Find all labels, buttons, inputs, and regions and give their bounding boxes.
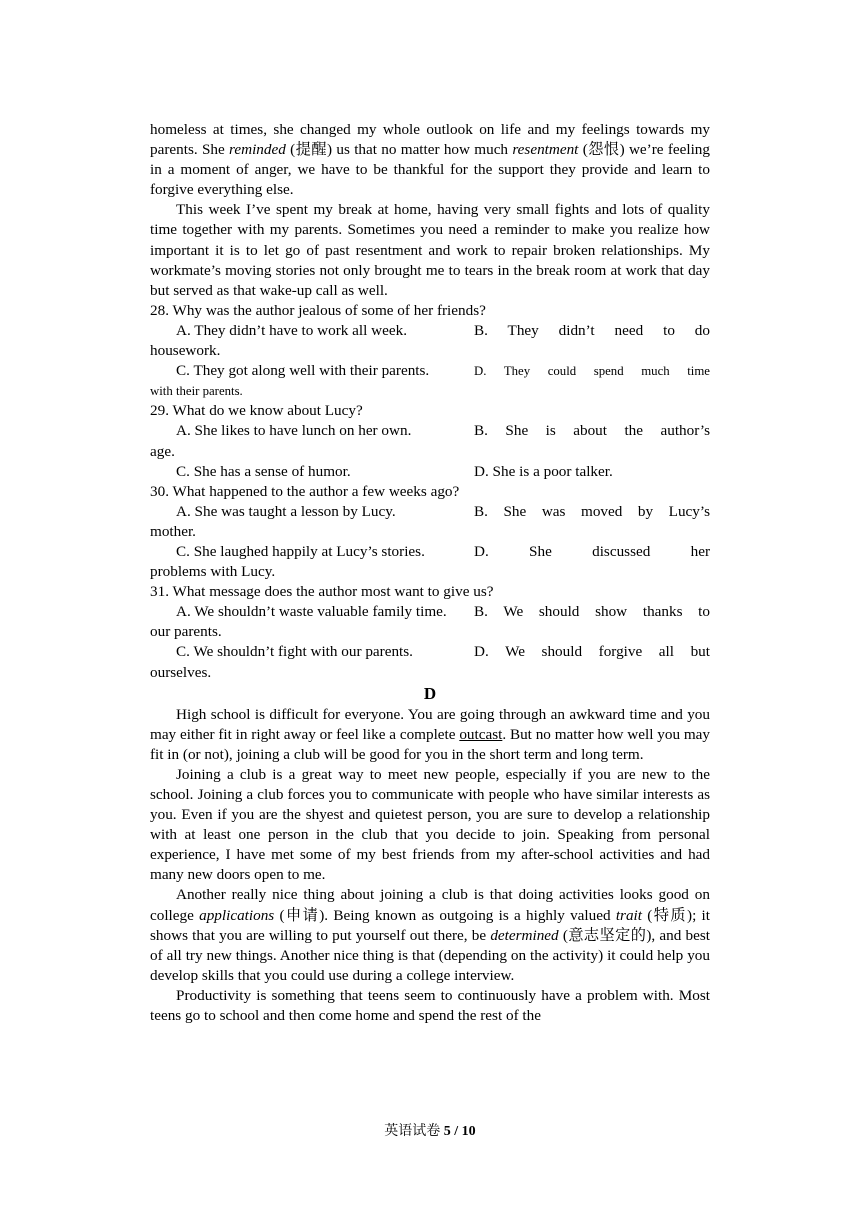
option-left: A. She was taught a lesson by Lucy. [176, 502, 396, 520]
option-continuation: problems with Lucy. [150, 563, 276, 581]
section-d-heading: D [423, 683, 437, 703]
option-right: D. We should forgive all but [474, 643, 710, 661]
option-left: C. She laughed happily at Lucy’s stories. [176, 542, 425, 560]
option-continuation: our parents. [150, 623, 222, 641]
italic-term: determined [490, 926, 559, 944]
italic-term: applications [199, 906, 275, 924]
option-right: B. She was moved by Lucy’s [474, 502, 710, 520]
option-right: B. We should show thanks to [474, 603, 710, 621]
question-list [150, 301, 710, 683]
text-segment: Another really nice thing about joining a club is that doing activities looks good on college [150, 886, 710, 924]
section-d-para-4: Productivity is something that teens seem to continuously have a problem with. Most teens go to school and then come home and spend the rest of the [150, 986, 710, 1025]
text-segment: (怨恨) we’re feeling in a moment of anger, we have to be thankful for the support they provide and learn to forgive everything else. [150, 141, 710, 199]
document-page [150, 120, 710, 1026]
question-stem: 31. What message does the author most want to give us? [150, 583, 494, 601]
option-left: C. She has a sense of humor. [176, 462, 351, 480]
passage-c-para-2: This week I’ve spent my break at home, having very small fights and lots of quality time together with my parents. Sometimes you need a reminder to make you realize how important it is to let go of past resentment and work to repair broken relationships. My workmate’s moving stories not only brought me to tears in the break room at work that day but served as that wake-up call as well. [150, 201, 710, 299]
text-segment: (提醒) us that no matter how much [285, 141, 513, 159]
option-row [150, 642, 710, 662]
text-segment: (意志坚定的), and best of all try new things. Another nice thing is that (depending on the activity) it could help you develop skills that you could use during a college interview. [150, 926, 711, 984]
option-left: C. They got along well with their parents. [176, 362, 430, 380]
passage-c-para-1 [150, 120, 710, 200]
option-right: B. They didn’t need to do [474, 321, 710, 339]
option-right: D. She discussed her [474, 542, 710, 560]
option-row [150, 602, 710, 622]
option-continuation: ourselves. [150, 663, 212, 681]
option-left: A. We shouldn’t waste valuable family time. [176, 603, 447, 621]
option-row [150, 462, 710, 482]
text-segment: homeless at times, she changed my whole outlook on life and my feelings towards my parents. She [150, 121, 710, 159]
section-d-para-1 [150, 705, 710, 765]
option-right: B. She is about the author’s [474, 422, 710, 440]
option-row [150, 542, 710, 562]
option-continuation: with their parents. [150, 384, 243, 399]
option-row [150, 421, 710, 441]
question-stem: 29. What do we know about Lucy? [150, 402, 363, 420]
text-segment: High school is difficult for everyone. You are going through an awkward time and you may either fit in right away or feel like a complete [150, 705, 710, 743]
option-continuation: housework. [150, 342, 221, 360]
page-footer [0, 1120, 860, 1140]
text-segment: . But no matter how well you may fit in (or not), joining a club will be good for you in the short term and long term. [150, 725, 710, 763]
option-row [150, 502, 710, 522]
option-row [150, 361, 710, 381]
text-segment: (申请). Being known as outgoing is a highly valued [274, 906, 616, 924]
section-d-para-2: Joining a club is a great way to meet new people, especially if you are new to the school. Joining a club forces you to communicate with people who have similar interests as you. Even if you are the shyest and quietest person, you are sure to develop a relationship with at least one person in the club that you decide to join. Speaking from personal experience, I have met some of my best friends from my after-school activities and had many new doors open to me. [150, 765, 710, 884]
footer-label: 英语试卷 [384, 1124, 441, 1139]
underlined-term: outcast [459, 725, 503, 743]
option-continuation: age. [150, 442, 175, 460]
italic-term: resentment [512, 141, 579, 159]
option-left: C. We shouldn’t fight with our parents. [176, 643, 413, 661]
italic-term: trait [615, 906, 642, 924]
text-segment: (特质); it shows that you are willing to put yourself out there, be [150, 906, 710, 944]
footer-page-number: 5 / 10 [443, 1124, 476, 1139]
question-stem: 28. Why was the author jealous of some of her friends? [150, 301, 486, 319]
option-continuation: mother. [150, 522, 196, 540]
section-d-para-3 [150, 885, 710, 985]
option-row [150, 321, 710, 341]
option-right: D. They could spend much time [474, 364, 710, 379]
option-right: D. She is a poor talker. [474, 462, 613, 480]
option-left: A. She likes to have lunch on her own. [176, 422, 412, 440]
question-stem: 30. What happened to the author a few weeks ago? [150, 482, 460, 500]
option-left: A. They didn’t have to work all week. [176, 321, 407, 339]
italic-term: reminded [229, 141, 286, 159]
